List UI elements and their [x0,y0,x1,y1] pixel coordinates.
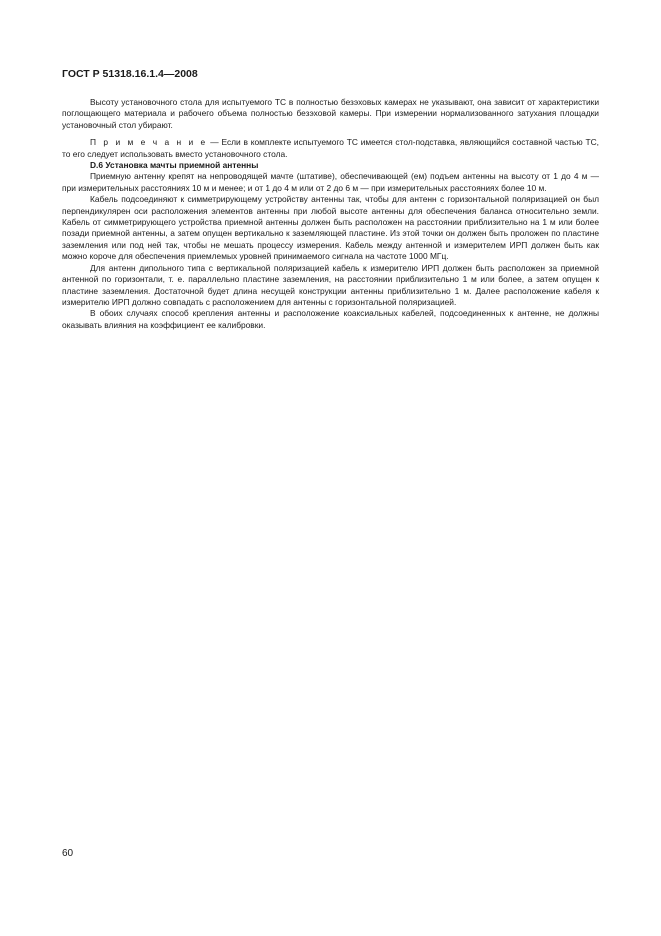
note-label: П р и м е ч а н и е [90,137,208,148]
paragraph-mounting: В обоих случаях способ крепления антенны и расположение коаксиальных кабелей, подсоединенных к антенне, не должны оказывать влияния на коэффициент ее калибровки. [62,308,599,330]
document-header: ГОСТ Р 51318.16.1.4—2008 [62,68,198,80]
document-body [62,97,599,331]
section-title: D.6 Установка мачты приемной антенны [90,160,259,171]
paragraph-mast: Приемную антенну крепят на непроводящей мачте (штативе), обеспечивающей (ем) подъем антенны на высоту от 1 до 4 м — при измерительных расстояниях 10 м и менее; и от 1 до 4 м или от 2 до 6 м — при измерительных расстояниях более 10 м. [62,171,599,193]
note [62,137,599,160]
paragraph-dipole-cable: Для антенн дипольного типа с вертикальной поляризацией кабель к измерителю ИРП должен быть расположен за приемной антенной по горизонтали, т. е. параллельно пластине заземления, на расстоянии приблизительно 1 м или более, а затем опущен к пластине заземления. Достаточной будет длина несущей конструкции антенны приблизительно 1 м. Далее расположение кабеля к измерителю ИРП должно совпадать с расположением для антенны с горизонтальной поляризацией. [62,262,599,307]
paragraph-table-height: Высоту установочного стола для испытуемого ТС в полностью безэховых камерах не указывают, она зависит от характеристики поглощающего материала и рабочего объема полностью безэховой камеры. При измерении нормализованного затухания площадки установочный стол убирают. [62,97,599,130]
note-text: — Если в комплекте испытуемого ТС имеется стол-подставка, являющийся составной частью ТС, то его следует использовать вместо установочного стола. [62,137,599,159]
paragraph-cable-balun: Кабель подсоединяют к симметрирующему устройству антенны так, чтобы для антенн с горизонтальной поляризацией он был перпендикулярен оси расположения элементов антенны при любой высоте антенны для обеспечения баланса относительно земли. Кабель от симметрирующего устройства приемной антенны должен быть расположен на расстоянии приблизительно на 1 м или более позади приемной антенны, а затем опущен вертикально к заземляющей пластине. Из этой точки он должен быть проложен по пластине заземления или под ней так, чтобы не мешать процессу измерения. Кабель между антенной и измерителем ИРП должен быть как можно короче для обеспечения приемлемых уровней принимаемого сигнала на частоте 1000 МГц. [62,194,599,262]
page-number: 60 [62,848,74,859]
